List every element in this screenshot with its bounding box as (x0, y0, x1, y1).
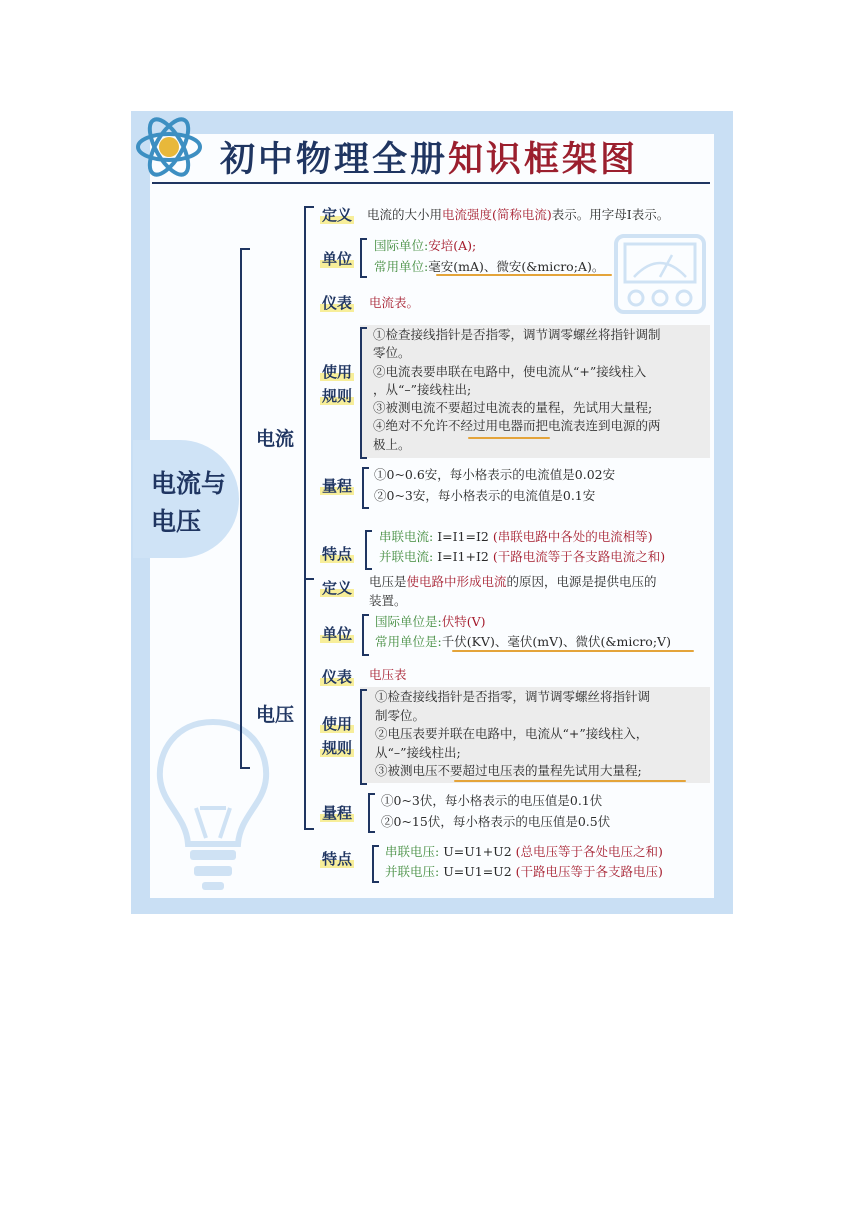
voltage-range-bracket (368, 793, 375, 833)
current-rule-4b: 极上。 (373, 436, 411, 452)
voltage-rule-2b: 从“–”接线柱出; (375, 744, 461, 760)
current-definition-label: 定义 (322, 206, 353, 224)
current-feature-label: 特点 (322, 545, 353, 563)
current-bracket (304, 206, 314, 580)
current-rule-1a: ①检查接线指针是否指零，调节调零螺丝将指针调制 (373, 327, 661, 342)
voltage-range-label: 量程 (322, 804, 353, 822)
voltage-range-text (381, 790, 610, 832)
current-rule-4a: ④绝对不允许不经过用电器而把电流表连到电源的两 (373, 418, 661, 434)
voltage-definition-label: 定义 (322, 579, 353, 597)
voltage-unit-common: 常用单位是:千伏(KV)、毫伏(mV)、微伏(&micro;V) (375, 634, 671, 649)
current-meter-label: 仪表 (322, 294, 353, 312)
root-line2: 电压 (151, 507, 202, 536)
current-rule-3: ③被测电流不要超过电流表的量程，先试用大量程; (373, 400, 653, 416)
current-rules-text (373, 326, 661, 454)
voltage-bracket (304, 578, 314, 830)
voltage-feature-parallel: 并联电压: U=U1=U2 (干路电压等于各支路电压) (385, 864, 663, 879)
current-unit-bracket (360, 238, 367, 278)
voltage-rule-2a: ②电压表要并联在电路中，电流从“+”接线柱入， (375, 726, 649, 742)
current-range-text (374, 464, 615, 506)
current-range-label: 量程 (322, 477, 353, 495)
root-bracket (240, 248, 250, 769)
voltage-rule-3: ③被测电压不要超过电压表的量程先试用大量程; (375, 763, 642, 779)
voltage-feature-label: 特点 (322, 850, 353, 868)
voltage-rule-1a: ①检查接线指针是否指零，调节调零螺丝将指针调 (375, 689, 651, 704)
current-unit-common: 常用单位:毫安(mA)、微安(&micro;A)。 (374, 259, 605, 274)
lightbulb-icon (150, 716, 276, 898)
voltage-range-1: ①0~3伏，每小格表示的电压值是0.1伏 (381, 793, 603, 808)
root-line1: 电流与 (151, 469, 227, 498)
voltage-unit-underline (452, 650, 694, 652)
current-rules-label: 使用 规则 (322, 363, 353, 405)
current-rule-2a: ②电流表要串联在电路中，使电流从“+”接线柱入 (373, 363, 647, 379)
page-title (220, 138, 700, 182)
voltage-unit-bracket (362, 614, 369, 656)
category-current: 电流 (256, 428, 295, 450)
ammeter-icon (612, 233, 708, 315)
voltage-rules-text (375, 688, 650, 781)
current-feature-parallel: 并联电流: I=I1+I2 (干路电流等于各支路电流之和) (379, 549, 666, 564)
current-unit-underline (436, 274, 612, 276)
voltage-definition-text: 电压是使电路中形成电流的原因，电源是提供电压的 装置。 (369, 574, 657, 608)
current-range-2: ②0~3安，每小格表示的电流值是0.1安 (374, 488, 596, 503)
title-divider (152, 182, 710, 184)
current-definition-text: 电流的大小用电流强度(简称电流)表示。用字母I表示。 (367, 207, 670, 222)
current-feature-bracket (365, 530, 372, 570)
current-rules-bracket (360, 327, 367, 459)
voltage-meter-value: 电压表 (369, 667, 407, 682)
voltage-feature-series: 串联电压: U=U1+U2 (总电压等于各处电压之和) (385, 844, 663, 859)
voltage-unit-label: 单位 (322, 625, 353, 643)
voltage-rules-underline (454, 780, 686, 782)
current-feature-series: 串联电流: I=I1=I2 (串联电路中各处的电流相等) (379, 529, 653, 544)
title-part2: 知识框架图 (448, 139, 639, 180)
current-range-bracket (362, 467, 369, 509)
voltage-range-2: ②0~15伏，每小格表示的电压值是0.5伏 (381, 814, 611, 829)
current-rule-1b: 零位。 (373, 345, 411, 361)
atom-icon (134, 112, 204, 182)
current-unit-label: 单位 (322, 250, 353, 268)
voltage-definition-line2: 装置。 (369, 593, 407, 608)
voltage-unit-intl: 国际单位是:伏特(V) (375, 614, 486, 629)
current-range-1: ①0~0.6安，每小格表示的电流值是0.02安 (374, 467, 616, 482)
category-voltage: 电压 (256, 704, 295, 726)
voltage-rules-label: 使用 规则 (322, 715, 353, 757)
current-meter-value: 电流表。 (369, 295, 420, 310)
title-part1: 初中物理全册 (220, 139, 449, 180)
voltage-feature-bracket (372, 845, 379, 883)
voltage-rule-1b: 制零位。 (375, 707, 426, 723)
current-rules-underline (468, 437, 550, 439)
voltage-rules-bracket (360, 689, 367, 785)
voltage-meter-label: 仪表 (322, 668, 353, 686)
current-unit-intl: 国际单位:安培(A); (374, 238, 477, 253)
current-rule-2b: ，从“–”接线柱出; (373, 381, 472, 397)
